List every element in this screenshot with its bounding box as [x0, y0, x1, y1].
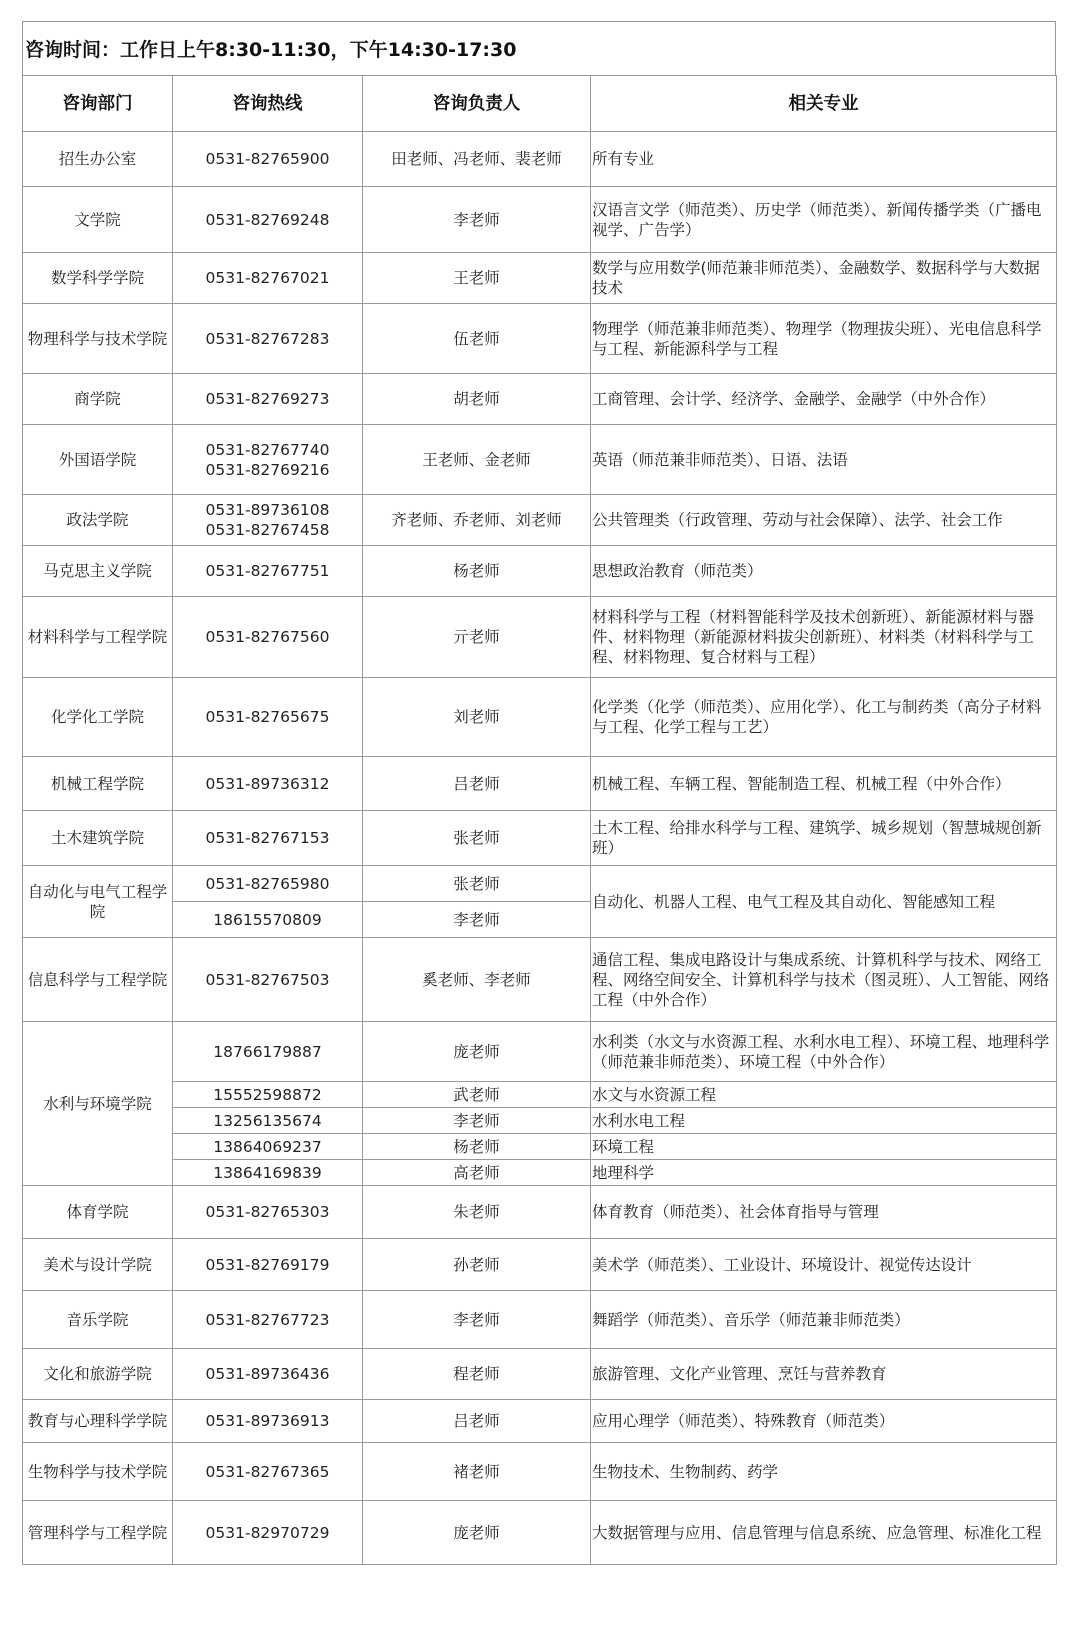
hotline-number [173, 678, 363, 757]
department-name: 信息科学与工程学院 [23, 938, 173, 1022]
contact-person: 褚老师 [363, 1443, 591, 1501]
hotline-number [173, 757, 363, 811]
related-majors: 工商管理、会计学、经济学、金融学、金融学（中外合作） [591, 374, 1057, 425]
hotline-number: 0531-82767365 [173, 1443, 363, 1501]
hotline-number-line: 0531-82767153 [205, 829, 330, 847]
hotline-number-line: 0531-82765900 [205, 150, 330, 168]
table-row [23, 1349, 1057, 1400]
hotline-number: 18615570809 [173, 902, 363, 938]
contact-person: 齐老师、乔老师、刘老师 [363, 495, 591, 546]
hotline-number-line: 0531-82767283 [205, 329, 330, 348]
contact-person: 庞老师 [363, 1501, 591, 1565]
department-name: 土木建筑学院 [23, 811, 173, 866]
contact-person: 李老师 [363, 1108, 591, 1134]
hotline-number [173, 546, 363, 597]
department-name: 外国语学院 [23, 425, 173, 495]
related-majors: 体育教育（师范类）、社会体育指导与管理 [591, 1186, 1057, 1239]
table-row [23, 495, 1057, 546]
contact-person: 吕老师 [363, 1400, 591, 1443]
related-majors: 水利类（水文与水资源工程、水利水电工程）、环境工程、地理科学（师范兼非师范类）、环境工程（中外合作） [591, 1022, 1057, 1082]
table-row [23, 425, 1057, 495]
contact-person: 张老师 [363, 866, 591, 902]
related-majors: 英语（师范兼非师范类）、日语、法语 [591, 425, 1057, 495]
hotline-number-line: 0531-82767740 [205, 440, 330, 459]
table-row [23, 1108, 1057, 1134]
contact-person: 庞老师 [363, 1022, 591, 1082]
hotline-number [173, 374, 363, 425]
related-majors: 机械工程、车辆工程、智能制造工程、机械工程（中外合作） [591, 757, 1057, 811]
hotline-number-line: 0531-82767751 [205, 562, 330, 580]
table-row [23, 1160, 1057, 1186]
related-majors: 通信工程、集成电路设计与集成系统、计算机科学与技术、网络工程、网络空间安全、计算机科学与技术（图灵班）、人工智能、网络工程（中外合作） [591, 938, 1057, 1022]
consultation-hours-notice: 咨询时间：工作日上午8:30-11:30，下午14:30-17:30 [22, 21, 1056, 75]
hotline-number-line: 0531-82769248 [205, 210, 330, 229]
table-row [23, 866, 1057, 902]
contact-person: 朱老师 [363, 1186, 591, 1239]
consultation-table [22, 75, 1057, 1565]
related-majors: 地理科学 [591, 1160, 1057, 1186]
table-row [23, 597, 1057, 678]
table-row [23, 546, 1057, 597]
table-row [23, 1291, 1057, 1349]
related-majors: 材料科学与工程（材料智能科学及技术创新班）、新能源材料与器件、材料物理（新能源材料拔尖创新班）、材料类（材料科学与工程、材料物理、复合材料与工程） [591, 597, 1057, 678]
related-majors: 公共管理类（行政管理、劳动与社会保障）、法学、社会工作 [591, 495, 1057, 546]
hotline-number [173, 495, 363, 546]
department-name: 水利与环境学院 [23, 1022, 173, 1186]
contact-person: 武老师 [363, 1082, 591, 1108]
header-majors: 相关专业 [591, 76, 1057, 132]
contact-person: 亓老师 [363, 597, 591, 678]
hotline-number: 0531-82769179 [173, 1239, 363, 1291]
table-row [23, 304, 1057, 374]
related-majors: 自动化、机器人工程、电气工程及其自动化、智能感知工程 [591, 866, 1057, 938]
header-hotline: 咨询热线 [173, 76, 363, 132]
related-majors: 应用心理学（师范类）、特殊教育（师范类） [591, 1400, 1057, 1443]
contact-person: 胡老师 [363, 374, 591, 425]
hotline-number [173, 425, 363, 495]
contact-person: 田老师、冯老师、裴老师 [363, 132, 591, 187]
hotline-number: 15552598872 [173, 1082, 363, 1108]
hotline-number [173, 132, 363, 187]
hotline-number: 13256135674 [173, 1108, 363, 1134]
table-row [23, 187, 1057, 253]
related-majors: 美术学（师范类）、工业设计、环境设计、视觉传达设计 [591, 1239, 1057, 1291]
related-majors: 环境工程 [591, 1134, 1057, 1160]
department-name: 物理科学与技术学院 [23, 304, 173, 374]
department-name: 招生办公室 [23, 132, 173, 187]
hotline-number: 0531-82767723 [173, 1291, 363, 1349]
table-header-row [23, 76, 1057, 132]
hotline-number-line: 0531-82769216 [205, 460, 330, 479]
contact-person: 张老师 [363, 811, 591, 866]
department-name: 商学院 [23, 374, 173, 425]
department-name: 政法学院 [23, 495, 173, 546]
contact-person: 吕老师 [363, 757, 591, 811]
related-majors: 舞蹈学（师范类）、音乐学（师范兼非师范类） [591, 1291, 1057, 1349]
related-majors: 所有专业 [591, 132, 1057, 187]
related-majors: 旅游管理、文化产业管理、烹饪与营养教育 [591, 1349, 1057, 1400]
department-name: 自动化与电气工程学院 [23, 866, 173, 938]
contact-person: 王老师、金老师 [363, 425, 591, 495]
contact-person: 杨老师 [363, 546, 591, 597]
table-row [23, 253, 1057, 304]
contact-person: 奚老师、李老师 [363, 938, 591, 1022]
related-majors: 水利水电工程 [591, 1108, 1057, 1134]
contact-person: 李老师 [363, 187, 591, 253]
table-row [23, 678, 1057, 757]
department-name: 管理科学与工程学院 [23, 1501, 173, 1565]
related-majors: 思想政治教育（师范类） [591, 546, 1057, 597]
hotline-number: 0531-82970729 [173, 1501, 363, 1565]
department-name: 生物科学与技术学院 [23, 1443, 173, 1501]
hotline-number: 18766179887 [173, 1022, 363, 1082]
table-row [23, 938, 1057, 1022]
hotline-number-line: 0531-89736312 [205, 774, 330, 793]
department-name: 音乐学院 [23, 1291, 173, 1349]
contact-person: 刘老师 [363, 678, 591, 757]
header-contact: 咨询负责人 [363, 76, 591, 132]
table-row [23, 1400, 1057, 1443]
hotline-number-line: 0531-82767560 [205, 628, 330, 646]
hotline-number-line: 0531-82767021 [205, 269, 330, 287]
related-majors: 数学与应用数学(师范兼非师范类）、金融数学、数据科学与大数据技术 [591, 253, 1057, 304]
department-name: 文学院 [23, 187, 173, 253]
related-majors: 生物技术、生物制药、药学 [591, 1443, 1057, 1501]
department-name: 文化和旅游学院 [23, 1349, 173, 1400]
header-department: 咨询部门 [23, 76, 173, 132]
table-row [23, 757, 1057, 811]
related-majors: 水文与水资源工程 [591, 1082, 1057, 1108]
contact-person: 程老师 [363, 1349, 591, 1400]
related-majors: 汉语言文学（师范类）、历史学（师范类）、新闻传播学类（广播电视学、广告学） [591, 187, 1057, 253]
department-name: 数学科学学院 [23, 253, 173, 304]
related-majors: 土木工程、给排水科学与工程、建筑学、城乡规划（智慧城规创新班） [591, 811, 1057, 866]
hotline-number: 13864069237 [173, 1134, 363, 1160]
table-row [23, 1443, 1057, 1501]
table-row [23, 1239, 1057, 1291]
contact-person: 王老师 [363, 253, 591, 304]
department-name: 马克思主义学院 [23, 546, 173, 597]
contact-person: 杨老师 [363, 1134, 591, 1160]
table-row [23, 1501, 1057, 1565]
contact-person: 高老师 [363, 1160, 591, 1186]
hotline-number [173, 187, 363, 253]
consultation-sheet [22, 21, 1056, 1565]
department-name: 材料科学与工程学院 [23, 597, 173, 678]
hotline-number: 13864169839 [173, 1160, 363, 1186]
table-row [23, 1022, 1057, 1082]
table-row [23, 1082, 1057, 1108]
hotline-number: 0531-82765303 [173, 1186, 363, 1239]
hotline-number [173, 304, 363, 374]
table-row [23, 374, 1057, 425]
hotline-number-line: 0531-82765675 [205, 708, 330, 726]
related-majors: 大数据管理与应用、信息管理与信息系统、应急管理、标准化工程 [591, 1501, 1057, 1565]
hotline-number: 0531-89736913 [173, 1400, 363, 1443]
related-majors: 化学类（化学（师范类）、应用化学）、化工与制药类（高分子材料与工程、化学工程与工艺） [591, 678, 1057, 757]
hotline-number [173, 253, 363, 304]
hotline-number: 0531-82765980 [173, 866, 363, 902]
department-name: 机械工程学院 [23, 757, 173, 811]
contact-person: 伍老师 [363, 304, 591, 374]
contact-person: 李老师 [363, 1291, 591, 1349]
hotline-number: 0531-89736436 [173, 1349, 363, 1400]
department-name: 美术与设计学院 [23, 1239, 173, 1291]
department-name: 化学化工学院 [23, 678, 173, 757]
table-row [23, 132, 1057, 187]
hotline-number-line: 0531-82769273 [205, 390, 330, 408]
contact-person: 孙老师 [363, 1239, 591, 1291]
hotline-number [173, 597, 363, 678]
table-row [23, 1134, 1057, 1160]
related-majors: 物理学（师范兼非师范类）、物理学（物理拔尖班）、光电信息科学与工程、新能源科学与工程 [591, 304, 1057, 374]
hotline-number: 0531-82767503 [173, 938, 363, 1022]
table-row [23, 1186, 1057, 1239]
contact-person: 李老师 [363, 902, 591, 938]
department-name: 体育学院 [23, 1186, 173, 1239]
department-name: 教育与心理科学学院 [23, 1400, 173, 1443]
hotline-number-line: 0531-89736108 [205, 501, 330, 519]
table-row [23, 811, 1057, 866]
hotline-number [173, 811, 363, 866]
hotline-number-line: 0531-82767458 [205, 521, 330, 539]
